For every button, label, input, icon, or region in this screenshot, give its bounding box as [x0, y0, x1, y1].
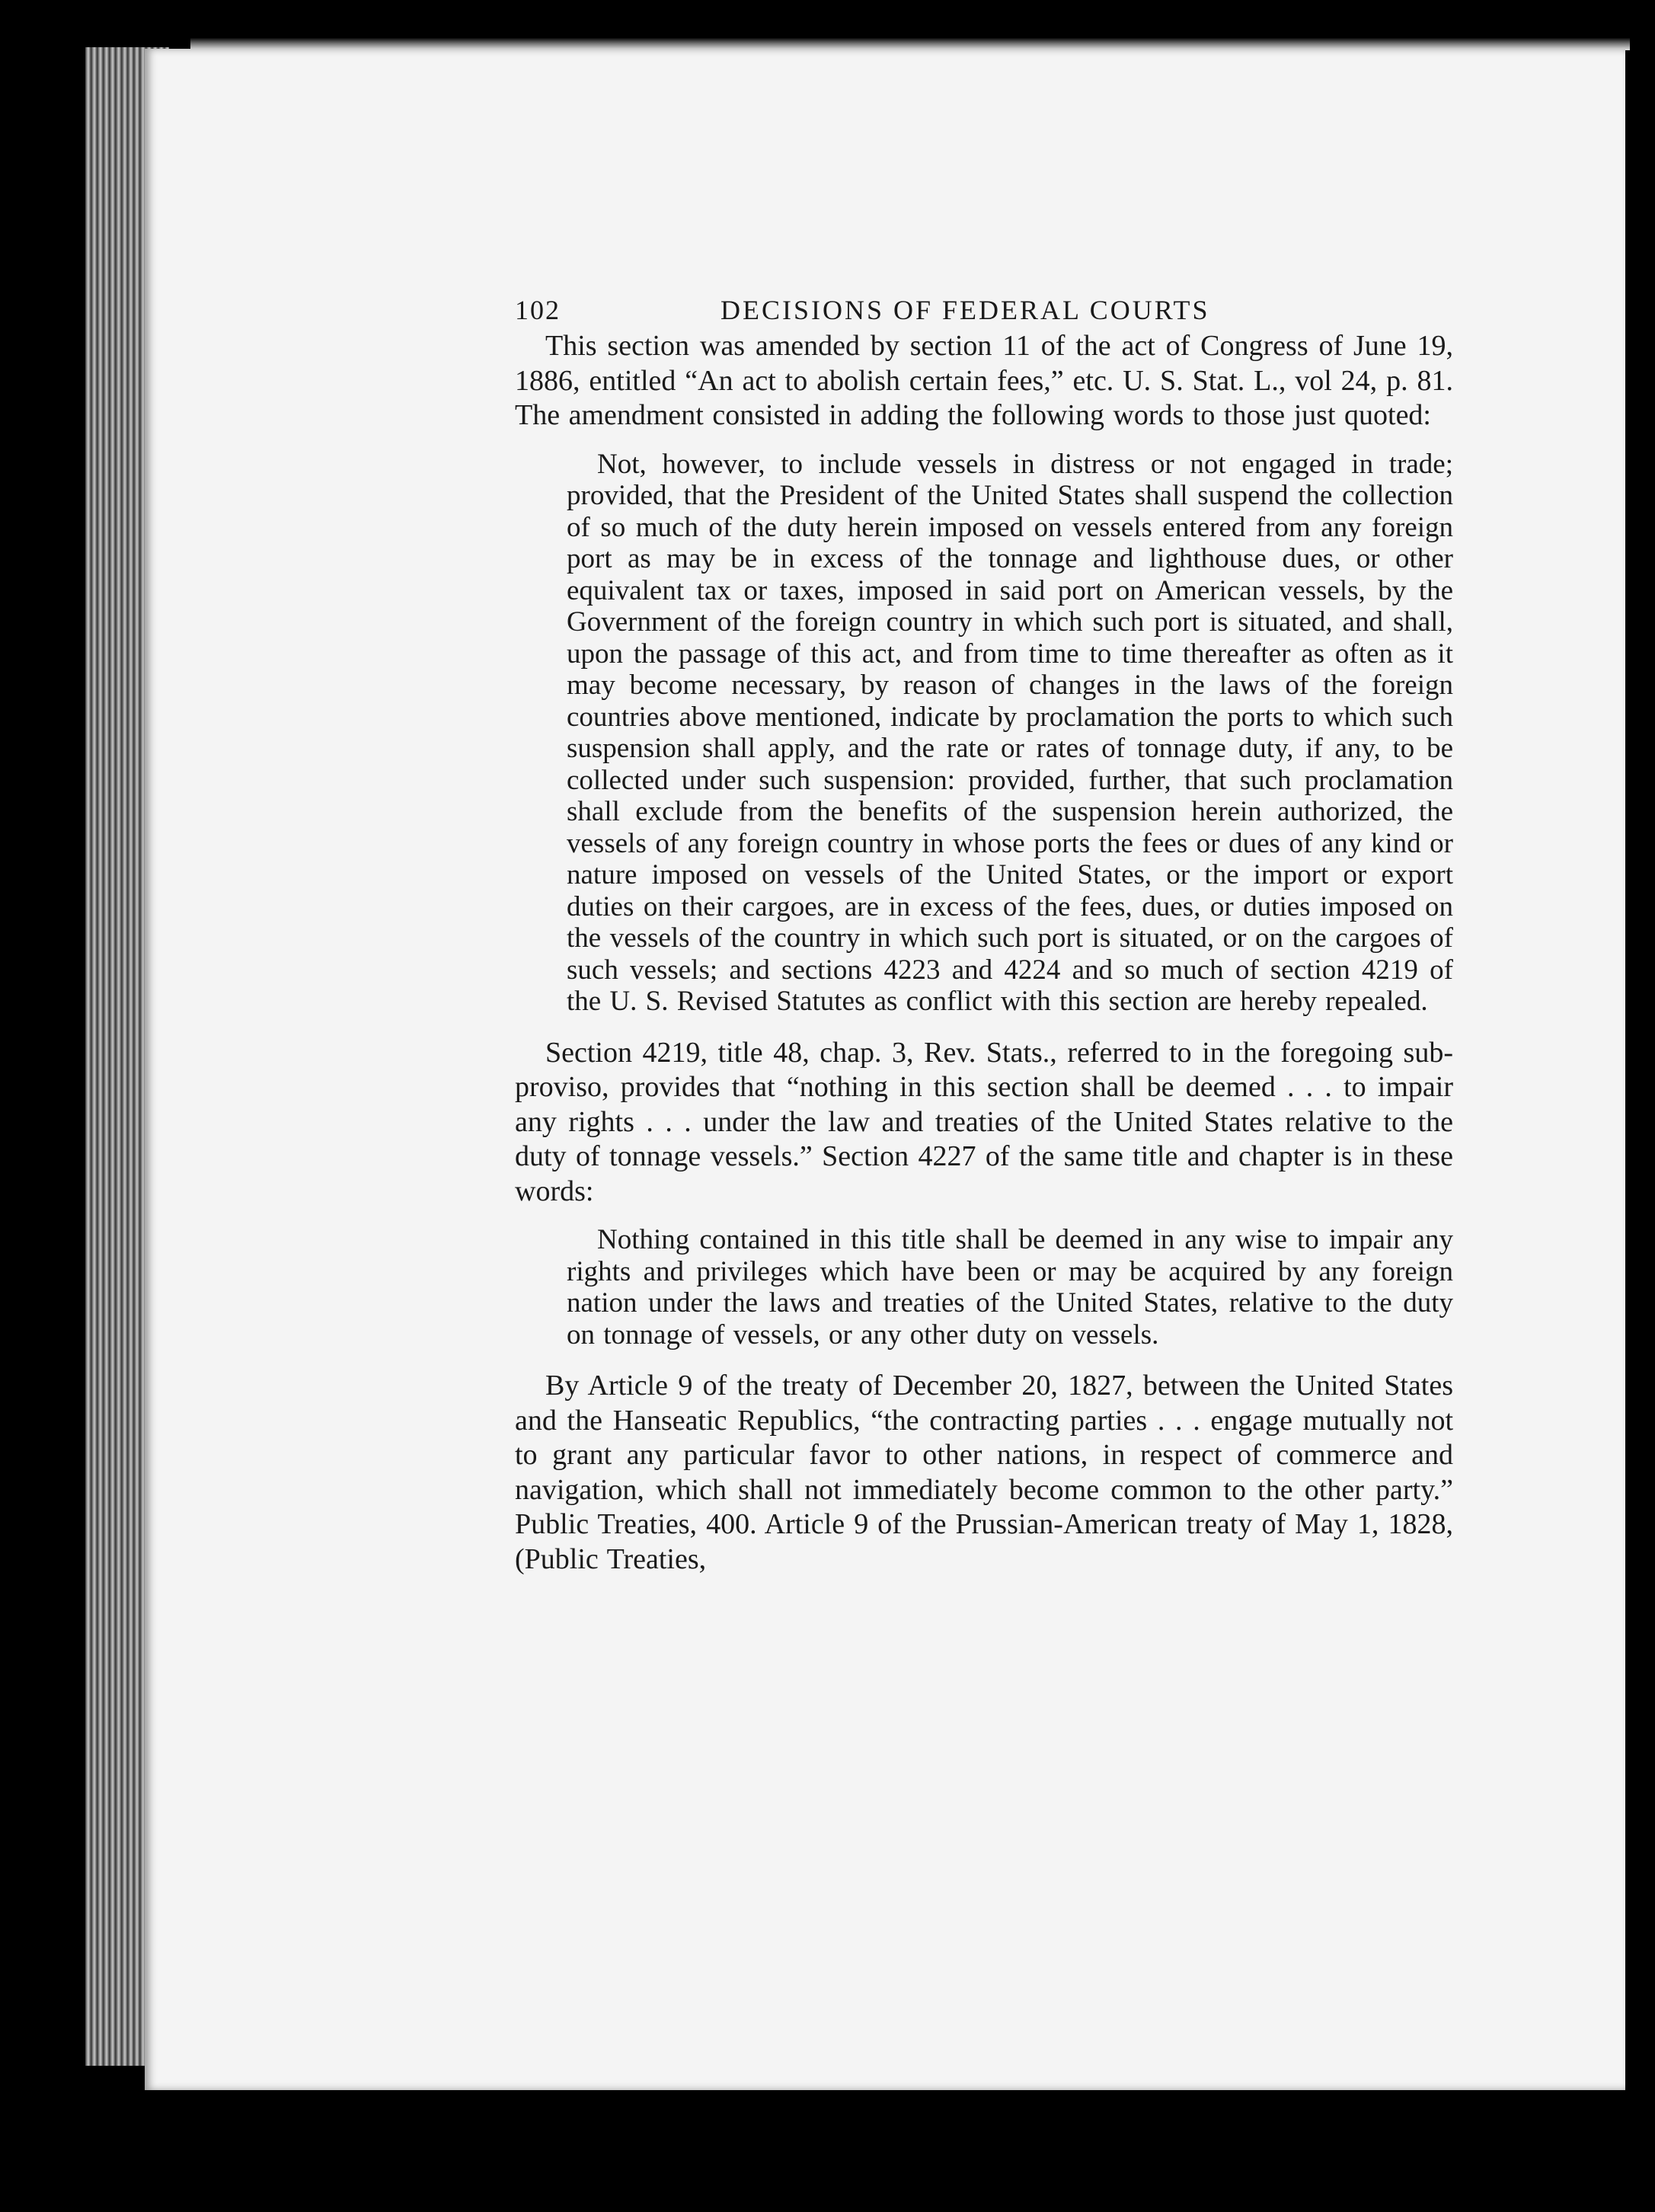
paragraph-section-4219: Section 4219, title 48, chap. 3, Rev. Stats., referred to in the foregoing sub-proviso, provides that “nothing in this section shall be deemed . . . to impair any rights . . . under the law and treaties of the United States relative to the duty of tonnage vessels.” Section 4227 of the same title and chapter is in these words: — [515, 1036, 1453, 1207]
running-head — [515, 283, 1453, 329]
book-page — [145, 49, 1625, 2090]
paragraph-treaty-article-9: By Article 9 of the treaty of December 20, 1827, between the United States and the Hanseatic Republics, “the contracting parties . . . engage mutually not to grant any particular favor to other nations, in respect of commerce and navigation, which shall not immediately become common to the other party.” Public Treaties, 400. Article 9 of the Prussian-American treaty of May 1, 1828, (Public Treaties, — [515, 1370, 1453, 1575]
page-right-shadow — [1625, 49, 1655, 2090]
paragraph-amendment-intro: This section was amended by section 11 of the act of Congress of June 19, 1886, entitled “An act to abolish certain fees,” etc. U. S. Stat. L., vol 24, p. 81. The amendment consisted in adding the following words to those just quoted: — [515, 330, 1453, 431]
block-quote-amendment: Not, however, to include vessels in distress or not engaged in trade; provided, that the President of the United States shall suspend the collection of so much of the duty herein imposed on vessels entered from any foreign port as may be in excess of the tonnage and lighthouse dues, or other equivalent tax or taxes, imposed in said port on American vessels, by the Government of the foreign country in which such port is situated, and shall, upon the passage of this act, and from time to time thereafter as often as it may become necessary, by reason of changes in the laws of the foreign countries above mentioned, indicate by proclamation the ports to which such suspension shall apply, and the rate or rates of tonnage duty, if any, to be collected under such suspension: provided, further, that such proclamation shall exclude from the benefits of the suspension herein authorized, the vessels of any foreign country in whose ports the fees or dues of any kind or nature imposed on vessels of the United States, or the import or export duties on their cargoes, are in excess of the fees, dues, or duties imposed on the vessels of the country in which such port is situated, or on the cargoes of such vessels; and sections 4223 and 4224 and so much of section 4219 of the U. S. Revised Statutes as conflict with this section are hereby repealed. — [567, 448, 1453, 1017]
running-head-title: DECISIONS OF FEDERAL COURTS — [720, 295, 1210, 325]
block-quote-section-4227: Nothing contained in this title shall be deemed in any wise to impair any rights and privileges which have been or may be acquired by any foreign nation under the laws and treaties of the United States, relative to the duty on tonnage of vessels, or any other duty on vessels. — [567, 1224, 1453, 1351]
page-number: 102 — [515, 295, 561, 325]
page-content — [515, 283, 1453, 1592]
